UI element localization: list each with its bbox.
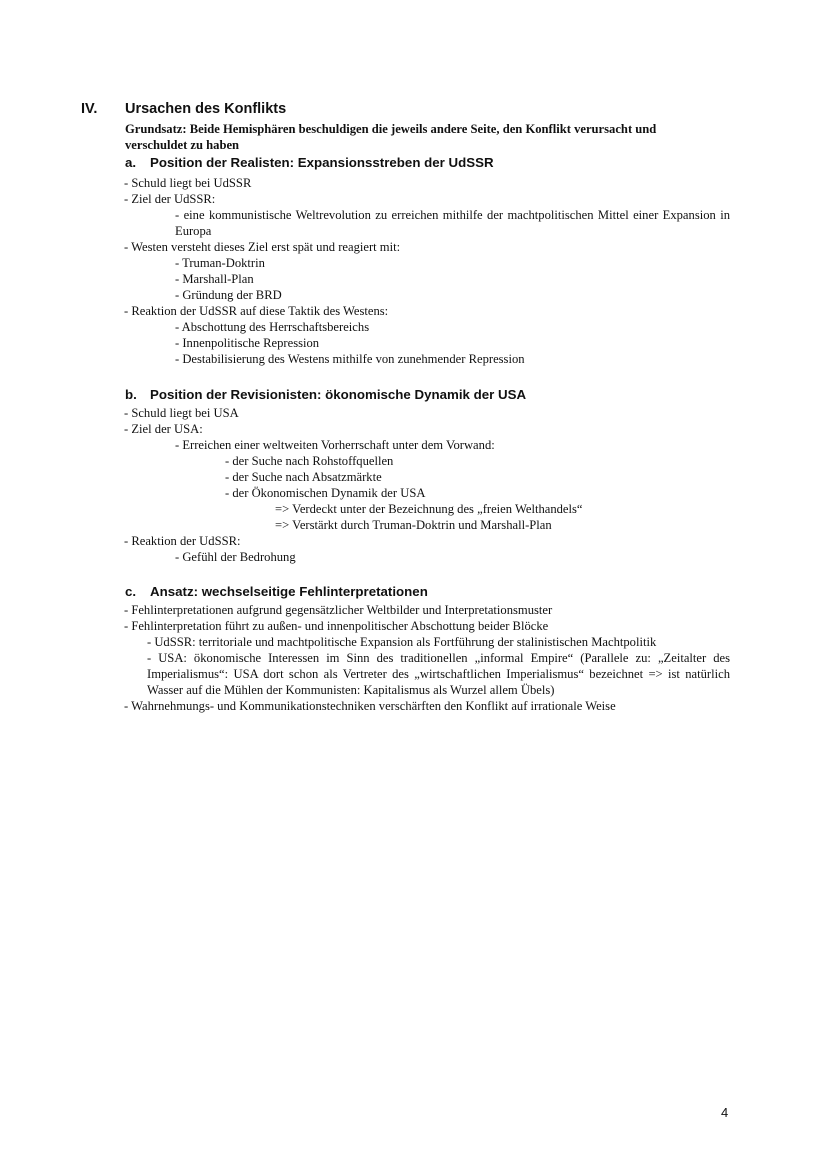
subsection-b-letter: b. [125,387,137,402]
subsection-c-letter: c. [125,584,137,599]
a-line-5: - Truman-Doktrin [175,256,265,270]
subsection-a-letter: a. [125,155,137,170]
principle-line-2: verschuldet zu haben [125,138,240,152]
b-line-8: => Verstärkt durch Truman-Doktrin und Marshall-Plan [275,518,552,532]
a-line-6: - Marshall-Plan [175,272,254,286]
subsection-b-heading: Position der Revisionisten: ökonomische Dynamik der USA [150,387,527,402]
a-line-1: - Schuld liegt bei UdSSR [124,176,252,190]
section-title: Ursachen des Konflikts [125,101,287,117]
a-line-11: - Destabilisierung des Westens mithilfe von zunehmender Repression [175,352,525,366]
a-line-9: - Abschottung des Herrschaftsbereichs [175,320,370,334]
a-line-2: - Ziel der UdSSR: [124,192,216,206]
c-line-2: - Fehlinterpretation führt zu außen- und innenpolitischer Abschottung beider Blöcke [124,619,549,633]
page-number: 4 [721,1105,729,1120]
c-line-1: - Fehlinterpretationen aufgrund gegensätzlicher Weltbilder und Interpretationsmuster [124,603,553,617]
section-numeral: IV. [81,101,98,117]
subsection-a-heading: Position der Realisten: Expansionsstreben der UdSSR [150,155,494,170]
b-line-6: - der Ökonomischen Dynamik der USA [225,486,426,500]
b-line-9: - Reaktion der UdSSR: [124,534,241,548]
a-line-3: - eine kommunistische Weltrevolution zu erreichen mithilfe der machtpolitischen Mittel einer Expansion in Europa [175,208,730,238]
subsection-c-heading: Ansatz: wechselseitige Fehlinterpretationen [150,584,428,599]
c-line-4: - USA: ökonomische Interessen im Sinn des traditionellen „informal Empire“ (Parallele zu: „Zeitalter des Imperialismus“: USA dort schon als Vertreter des „wirtschaftlichen Imperialismus“ bezeichnet => ist natürlich Wasser auf die Mühlen der Kommunisten: Kapitalismus als Wurzel allem Übels) [147,651,730,697]
a-line-8: - Reaktion der UdSSR auf diese Taktik des Westens: [124,304,389,318]
b-line-2: - Ziel der USA: [124,422,203,436]
b-line-10: - Gefühl der Bedrohung [175,550,296,564]
a-line-4: - Westen versteht dieses Ziel erst spät und reagiert mit: [124,240,401,254]
b-line-3: - Erreichen einer weltweiten Vorherrschaft unter dem Vorwand: [175,438,495,452]
c-line-5: - Wahrnehmungs- und Kommunikationstechniken verschärften den Konflikt auf irrationale Weise [124,699,616,713]
a-line-10: - Innenpolitische Repression [175,336,320,350]
c-line-3: - UdSSR: territoriale und machtpolitische Expansion als Fortführung der stalinistischen Machtpolitik [147,635,657,649]
a-line-7: - Gründung der BRD [175,288,282,302]
principle-line-1: Grundsatz: Beide Hemisphären beschuldigen die jeweils andere Seite, den Konflikt verursacht und [125,122,657,136]
b-line-4: - der Suche nach Rohstoffquellen [225,454,394,468]
b-line-5: - der Suche nach Absatzmärkte [225,470,382,484]
b-line-7: => Verdeckt unter der Bezeichnung des „freien Welthandels“ [275,502,583,516]
b-line-1: - Schuld liegt bei USA [124,406,239,420]
